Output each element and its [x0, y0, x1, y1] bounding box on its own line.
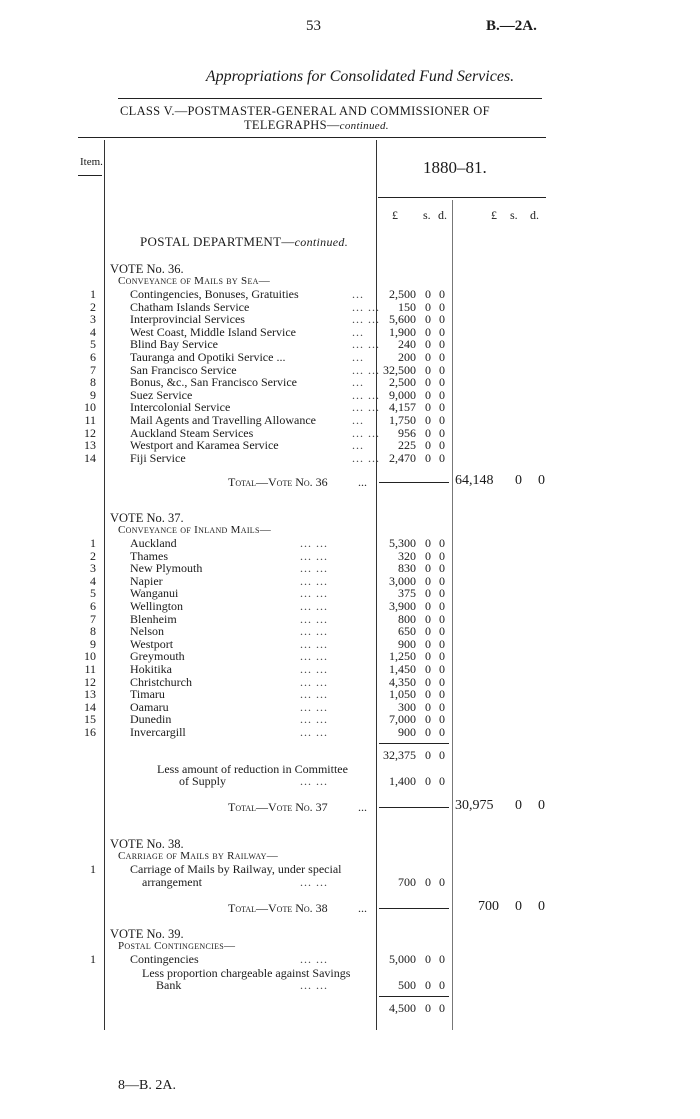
vote-36-item-dots: ... ... [352, 400, 380, 415]
vote-36-item-name: Auckland Steam Services [130, 425, 254, 440]
vote-37-item-row [0, 613, 700, 626]
vote-39-less-row [0, 979, 700, 992]
vote-39-item-number: 1 [90, 952, 96, 966]
vote-36-item-dots: ... [352, 413, 364, 427]
vote-36-item-number: 10 [84, 400, 96, 415]
vote-37-item-pence: 0 [439, 573, 445, 588]
vote-36-item-pence: 0 [439, 425, 445, 440]
signature-mark: 8—B. 2A. [118, 1078, 176, 1093]
vote-37-item-shillings: 0 [425, 725, 431, 739]
vote-37-reduction-dots: ... ... [300, 774, 328, 788]
year-header-rule [378, 197, 546, 198]
vote-38-total-rule [379, 908, 449, 909]
vote-37-item-dots: ... ... [300, 548, 328, 563]
item-header-rule [78, 175, 102, 176]
vote-37-item-pounds: 1,450 [389, 662, 416, 676]
vote-37-item-name: Nelson [130, 624, 164, 639]
vote-36-item-pounds: 225 [398, 438, 416, 453]
vote-37-item-pounds: 800 [398, 611, 416, 626]
vote-37-item-number: 6 [90, 599, 96, 613]
vote-37-category: Conveyance of Inland Mails— [118, 524, 272, 536]
vote-37-item-pence: 0 [439, 624, 445, 639]
vote-36-item-shillings: 0 [425, 375, 431, 390]
vote-37-item-row [0, 550, 700, 563]
vote-37-subtotal-shillings: 0 [425, 748, 431, 762]
vote-38-item-number: 1 [90, 862, 96, 876]
vote-37-item-dots: ... ... [300, 725, 328, 739]
vote-37-reduction-shillings: 0 [425, 774, 431, 788]
vote-37-item-name: Greymouth [130, 649, 185, 664]
vote-37-item-row [0, 638, 700, 651]
vote-36-item-pence: 0 [439, 438, 445, 453]
vote-37-item-name: New Plymouth [130, 561, 203, 576]
vote-39-net-pence: 0 [439, 1001, 445, 1015]
vote-36-item-name: Suez Service [130, 387, 193, 402]
vote-39-less-pounds: 500 [398, 978, 416, 992]
vote-36-total-pounds: 64,148 [455, 473, 494, 488]
vote-36-item-pence: 0 [439, 350, 445, 364]
vote-36-item-name: San Francisco Service [130, 362, 237, 377]
vote-37-item-pence: 0 [439, 599, 445, 613]
vote-37-item-name: Blenheim [130, 611, 177, 626]
vote-36-item-pence: 0 [439, 450, 445, 465]
vote-36-item-number: 5 [90, 337, 96, 352]
vote-37-item-pence: 0 [439, 649, 445, 664]
vote-37-item-shillings: 0 [425, 687, 431, 702]
vote-37-item-pence: 0 [439, 561, 445, 576]
page-number: 53 [306, 18, 321, 34]
vote-39-item-name: Contingencies [130, 952, 199, 966]
vote-38-item-pence: 0 [439, 875, 445, 889]
vote-37-item-pounds: 7,000 [389, 712, 416, 727]
vote-37-reduction-pence: 0 [439, 774, 445, 788]
vote-37-item-shillings: 0 [425, 599, 431, 613]
page-subtitle: Appropriations for Consolidated Fund Services. [205, 68, 515, 85]
vote-36-item-number: 6 [90, 350, 96, 364]
vote-37-item-dots: ... ... [300, 649, 328, 664]
vote-37-item-pence: 0 [439, 611, 445, 626]
vote-38-item-line2: arrangement [142, 875, 202, 889]
vote-37-item-pence: 0 [439, 699, 445, 714]
vote-37-total-rule [379, 807, 449, 808]
vote-37-item-pounds: 4,350 [389, 674, 416, 689]
vote-37-item-row [0, 600, 700, 613]
vote-37-item-pounds: 375 [398, 586, 416, 601]
vote-37-item-dots: ... ... [300, 712, 328, 727]
vote-36-item-pounds: 956 [398, 425, 416, 440]
vote-37-item-pounds: 320 [398, 548, 416, 563]
vote-39-net-pounds: 4,500 [389, 1001, 416, 1015]
vote-38-total-dots: ... [358, 901, 367, 915]
vote-37-item-dots: ... ... [300, 636, 328, 651]
header-rule-bottom [78, 137, 546, 138]
vote-36-item-pence: 0 [439, 287, 445, 301]
vote-36-item-row [0, 389, 700, 402]
vote-36-item-name: Bonus, &c., San Francisco Service [130, 375, 297, 390]
vote-36-item-dots: ... ... [352, 450, 380, 465]
vote-37-item-number: 10 [84, 649, 96, 664]
vote-36-item-shillings: 0 [425, 387, 431, 402]
vote-36-item-row [0, 326, 700, 339]
vote-36-item-pence: 0 [439, 413, 445, 427]
vote-37-item-pence: 0 [439, 687, 445, 702]
vote-36-item-shillings: 0 [425, 350, 431, 364]
pence-header: d. [438, 208, 447, 222]
vote-36-item-shillings: 0 [425, 287, 431, 301]
document-reference: B.—2A. [486, 18, 537, 34]
vote-37-item-pounds: 1,050 [389, 687, 416, 702]
vote-37-title: VOTE No. 37. [110, 511, 184, 525]
vote-37-item-dots: ... ... [300, 699, 328, 714]
vote-37-item-dots: ... ... [300, 624, 328, 639]
vote-37-total-label: Total—Vote No. 37 [228, 800, 328, 814]
vote-36-item-pence: 0 [439, 362, 445, 377]
vote-37-item-pounds: 650 [398, 624, 416, 639]
vote-36-item-number: 8 [90, 375, 96, 390]
vote-39-net-shillings: 0 [425, 1001, 431, 1015]
vote-36-item-pounds: 5,600 [389, 312, 416, 327]
vote-37-item-row [0, 688, 700, 701]
vote-36-item-shillings: 0 [425, 413, 431, 427]
vote-36-item-name: Chatham Islands Service [130, 299, 250, 314]
vote-37-item-row [0, 650, 700, 663]
vote-39-item-dots: ... ... [300, 952, 328, 966]
vote-37-item-shillings: 0 [425, 548, 431, 563]
vote-37-item-dots: ... ... [300, 599, 328, 613]
vote-36-item-number: 7 [90, 362, 96, 377]
vote-36-total-row [0, 476, 700, 489]
vote-36-item-pence: 0 [439, 337, 445, 352]
vote-36-item-number: 11 [84, 413, 96, 427]
vote-36-item-number: 1 [90, 287, 96, 301]
vote-37-item-name: Wellington [130, 599, 184, 613]
vote-36-item-dots: ... ... [352, 362, 380, 377]
vote-38-total-pounds: 700 [478, 899, 499, 914]
vote-37-item-shillings: 0 [425, 712, 431, 727]
vote-36-item-dots: ... [352, 287, 364, 301]
vote-36-item-pounds: 9,000 [389, 387, 416, 402]
vote-37-item-row [0, 625, 700, 638]
total-pence-header: d. [530, 208, 539, 222]
total-pounds-header: £ [491, 208, 497, 222]
vote-39-net-row [0, 1002, 700, 1015]
vote-36-item-shillings: 0 [425, 312, 431, 327]
vote-37-item-pence: 0 [439, 712, 445, 727]
vote-37-item-row [0, 663, 700, 676]
vote-37-total-shillings: 0 [515, 798, 522, 813]
vote-37-item-shillings: 0 [425, 699, 431, 714]
vote-36-item-name: Mail Agents and Travelling Allowance [130, 413, 316, 427]
vote-38-total-shillings: 0 [515, 899, 522, 914]
vote-36-item-pence: 0 [439, 387, 445, 402]
vote-36-item-name: Westport and Karamea Service [130, 438, 279, 453]
vote-36-item-row [0, 338, 700, 351]
vote-39-net-rule [379, 996, 449, 997]
vote-36-item-row [0, 414, 700, 427]
vote-37-item-dots: ... ... [300, 674, 328, 689]
vote-37-item-shillings: 0 [425, 674, 431, 689]
vote-37-item-shillings: 0 [425, 536, 431, 550]
vote-36-item-pounds: 200 [398, 350, 416, 364]
total-shillings-header: s. [510, 208, 518, 222]
vote-37-item-name: Dunedin [130, 712, 172, 727]
vote-36-total-rule [379, 482, 449, 483]
vote-36-item-number: 14 [84, 450, 96, 465]
vote-37-item-pence: 0 [439, 636, 445, 651]
vote-36-item-dots: ... [352, 438, 364, 453]
vote-36-item-pounds: 240 [398, 337, 416, 352]
vote-37-reduction-line1: Less amount of reduction in Committee [157, 762, 348, 776]
item-column-header: Item. [80, 156, 103, 168]
vote-36-item-shillings: 0 [425, 362, 431, 377]
vote-37-item-number: 5 [90, 586, 96, 601]
vote-36-item-shillings: 0 [425, 400, 431, 415]
vote-37-item-pounds: 900 [398, 636, 416, 651]
vote-36-item-shillings: 0 [425, 425, 431, 440]
vote-37-item-pounds: 830 [398, 561, 416, 576]
vote-37-item-name: Timaru [130, 687, 165, 702]
class-heading-line2: TELEGRAPHS—continued. [244, 118, 389, 132]
vote-37-item-shillings: 0 [425, 662, 431, 676]
vote-37-item-dots: ... ... [300, 662, 328, 676]
vote-36-item-dots: ... [352, 350, 364, 364]
vote-36-item-number: 4 [90, 324, 96, 339]
vote-37-item-pounds: 5,300 [389, 536, 416, 550]
vote-37-item-name: Thames [130, 548, 168, 563]
vote-39-item-pence: 0 [439, 952, 445, 966]
vote-37-total-pence: 0 [538, 798, 545, 813]
vote-37-item-number: 2 [90, 548, 96, 563]
vote-37-item-name: Oamaru [130, 699, 169, 714]
vote-36-item-row [0, 288, 700, 301]
vote-39-less-dots: ... ... [300, 978, 328, 992]
header-rule-top [118, 98, 542, 99]
vote-37-item-pence: 0 [439, 536, 445, 550]
vote-38-total-label: Total—Vote No. 38 [228, 901, 328, 915]
vote-37-item-number: 15 [84, 712, 96, 727]
vote-36-total-shillings: 0 [515, 473, 522, 488]
vote-37-item-name: Westport [130, 636, 174, 651]
shillings-header: s. [423, 208, 431, 222]
vote-36-item-pence: 0 [439, 324, 445, 339]
vote-36-item-row [0, 452, 700, 465]
vote-38-category: Carriage of Mails by Railway— [118, 850, 279, 862]
vote-37-item-row [0, 676, 700, 689]
vote-37-item-shillings: 0 [425, 611, 431, 626]
vote-36-item-row [0, 376, 700, 389]
vote-37-item-pence: 0 [439, 674, 445, 689]
vote-36-item-dots: ... [352, 375, 364, 390]
vote-36-title: VOTE No. 36. [110, 262, 184, 276]
vote-37-item-number: 12 [84, 674, 96, 689]
vote-37-item-row [0, 562, 700, 575]
vote-39-title: VOTE No. 39. [110, 927, 184, 941]
vote-36-item-shillings: 0 [425, 450, 431, 465]
vote-36-item-row [0, 427, 700, 440]
vote-37-item-number: 9 [90, 636, 96, 651]
vote-37-total-row [0, 801, 700, 814]
vote-39-less-line2: Bank [156, 978, 182, 992]
vote-37-total-dots: ... [358, 800, 367, 814]
vote-38-item-row-cont [0, 876, 700, 889]
vote-38-item-row [0, 863, 700, 876]
vote-37-item-pounds: 900 [398, 725, 416, 739]
vote-37-reduction-row [0, 775, 700, 788]
vote-37-item-number: 14 [84, 699, 96, 714]
vote-37-item-name: Napier [130, 573, 163, 588]
vote-36-item-pounds: 1,900 [389, 324, 416, 339]
vote-36-item-row [0, 364, 700, 377]
vote-37-item-name: Hokitika [130, 662, 172, 676]
fiscal-year-header: 1880–81. [423, 158, 487, 177]
vote-36-item-shillings: 0 [425, 438, 431, 453]
vote-36-item-name: Interprovincial Services [130, 312, 245, 327]
vote-37-item-pounds: 3,900 [389, 599, 416, 613]
vote-36-item-name: Fiji Service [130, 450, 186, 465]
vote-36-item-pounds: 2,470 [389, 450, 416, 465]
vote-37-item-shillings: 0 [425, 624, 431, 639]
vote-37-item-row [0, 587, 700, 600]
vote-36-item-dots: ... ... [352, 337, 380, 352]
vote-37-item-number: 16 [84, 725, 96, 739]
vote-38-item-shillings: 0 [425, 875, 431, 889]
vote-39-less-pence: 0 [439, 978, 445, 992]
vote-37-item-dots: ... ... [300, 586, 328, 601]
vote-37-item-row [0, 537, 700, 550]
vote-37-item-pence: 0 [439, 586, 445, 601]
vote-37-item-name: Invercargill [130, 725, 186, 739]
vote-37-item-pounds: 3,000 [389, 573, 416, 588]
vote-36-item-pence: 0 [439, 375, 445, 390]
vote-36-item-number: 2 [90, 299, 96, 314]
vote-36-item-row [0, 301, 700, 314]
vote-36-item-name: West Coast, Middle Island Service [130, 324, 297, 339]
vote-36-item-pounds: 150 [398, 299, 416, 314]
vote-39-less-shillings: 0 [425, 978, 431, 992]
vote-36-item-row [0, 313, 700, 326]
vote-37-item-number: 11 [84, 662, 96, 676]
vote-37-subtotal-pounds: 32,375 [383, 748, 416, 762]
vote-36-item-name: Blind Bay Service [130, 337, 218, 352]
vote-37-item-number: 1 [90, 536, 96, 550]
vote-38-total-row [0, 902, 700, 915]
vote-36-item-row [0, 439, 700, 452]
vote-39-less-line1: Less proportion chargeable against Savings [142, 966, 351, 980]
vote-37-item-shillings: 0 [425, 573, 431, 588]
vote-36-item-pence: 0 [439, 312, 445, 327]
vote-37-item-name: Christchurch [130, 674, 192, 689]
vote-37-item-pence: 0 [439, 548, 445, 563]
vote-36-item-dots: ... ... [352, 299, 380, 314]
vote-38-item-pounds: 700 [398, 875, 416, 889]
vote-37-total-pounds: 30,975 [455, 798, 494, 813]
vote-37-item-shillings: 0 [425, 636, 431, 651]
vote-36-item-number: 12 [84, 425, 96, 440]
vote-36-item-dots: ... [352, 324, 364, 339]
vote-36-item-pounds: 4,157 [389, 400, 416, 415]
vote-37-subtotal-pence: 0 [439, 748, 445, 762]
vote-36-item-number: 3 [90, 312, 96, 327]
vote-39-item-shillings: 0 [425, 952, 431, 966]
pounds-header: £ [392, 208, 398, 222]
vote-38-title: VOTE No. 38. [110, 837, 184, 851]
vote-37-item-pence: 0 [439, 725, 445, 739]
vote-36-item-pounds: 1,750 [389, 413, 416, 427]
vote-36-item-shillings: 0 [425, 324, 431, 339]
vote-36-item-pence: 0 [439, 400, 445, 415]
vote-36-item-name: Tauranga and Opotiki Service ... [130, 350, 286, 364]
vote-37-reduction-line2: of Supply [179, 774, 227, 788]
vote-36-item-name: Intercolonial Service [130, 400, 231, 415]
vote-36-item-pounds: 2,500 [389, 375, 416, 390]
vote-37-item-number: 4 [90, 573, 96, 588]
vote-39-item-row [0, 953, 700, 966]
vote-37-item-pounds: 300 [398, 699, 416, 714]
vote-37-reduction-pounds: 1,400 [389, 774, 416, 788]
vote-36-item-number: 13 [84, 438, 96, 453]
vote-37-item-row [0, 701, 700, 714]
vote-39-item-pounds: 5,000 [389, 952, 416, 966]
vote-36-item-name: Contingencies, Bonuses, Gratuities [130, 287, 299, 301]
vote-36-category: Conveyance of Mails by Sea— [118, 275, 271, 287]
vote-37-item-number: 3 [90, 561, 96, 576]
vote-36-item-dots: ... ... [352, 425, 380, 440]
vote-36-item-shillings: 0 [425, 299, 431, 314]
vote-36-item-pounds: 32,500 [383, 362, 416, 377]
vote-37-item-pounds: 1,250 [389, 649, 416, 664]
vote-37-item-dots: ... ... [300, 536, 328, 550]
vote-38-item-dots: ... ... [300, 875, 328, 889]
class-heading-line1: CLASS V.—POSTMASTER-GENERAL AND COMMISSIONER OF [120, 104, 490, 118]
vote-37-item-dots: ... ... [300, 687, 328, 702]
vote-37-item-row [0, 726, 700, 739]
vote-37-item-dots: ... ... [300, 611, 328, 626]
vote-36-item-row [0, 351, 700, 364]
vote-37-item-number: 13 [84, 687, 96, 702]
vote-37-item-pence: 0 [439, 662, 445, 676]
vote-37-item-name: Wanganui [130, 586, 179, 601]
vote-37-item-name: Auckland [130, 536, 177, 550]
vote-37-item-dots: ... ... [300, 573, 328, 588]
vote-37-subtotal-rule [379, 743, 449, 744]
vote-37-item-shillings: 0 [425, 649, 431, 664]
vote-38-item-line1: Carriage of Mails by Railway, under special [130, 862, 342, 876]
vote-37-item-number: 7 [90, 611, 96, 626]
vote-36-total-pence: 0 [538, 473, 545, 488]
vote-37-subtotal-row [0, 749, 700, 762]
vote-36-total-label: Total—Vote No. 36 [228, 475, 328, 489]
vote-37-item-row [0, 713, 700, 726]
vote-36-item-dots: ... ... [352, 312, 380, 327]
vote-37-item-row [0, 575, 700, 588]
vote-36-item-row [0, 401, 700, 414]
vote-39-category: Postal Contingencies— [118, 940, 236, 952]
vote-36-item-shillings: 0 [425, 337, 431, 352]
vote-36-item-pounds: 2,500 [389, 287, 416, 301]
vote-36-item-number: 9 [90, 387, 96, 402]
vote-37-item-number: 8 [90, 624, 96, 639]
vote-37-item-shillings: 0 [425, 586, 431, 601]
vote-36-item-pence: 0 [439, 299, 445, 314]
vote-36-item-dots: ... ... [352, 387, 380, 402]
vote-37-item-shillings: 0 [425, 561, 431, 576]
vote-38-total-pence: 0 [538, 899, 545, 914]
section-heading: POSTAL DEPARTMENT—continued. [140, 234, 348, 249]
vote-37-item-dots: ... ... [300, 561, 328, 576]
vote-36-total-dots: ... [358, 475, 367, 489]
